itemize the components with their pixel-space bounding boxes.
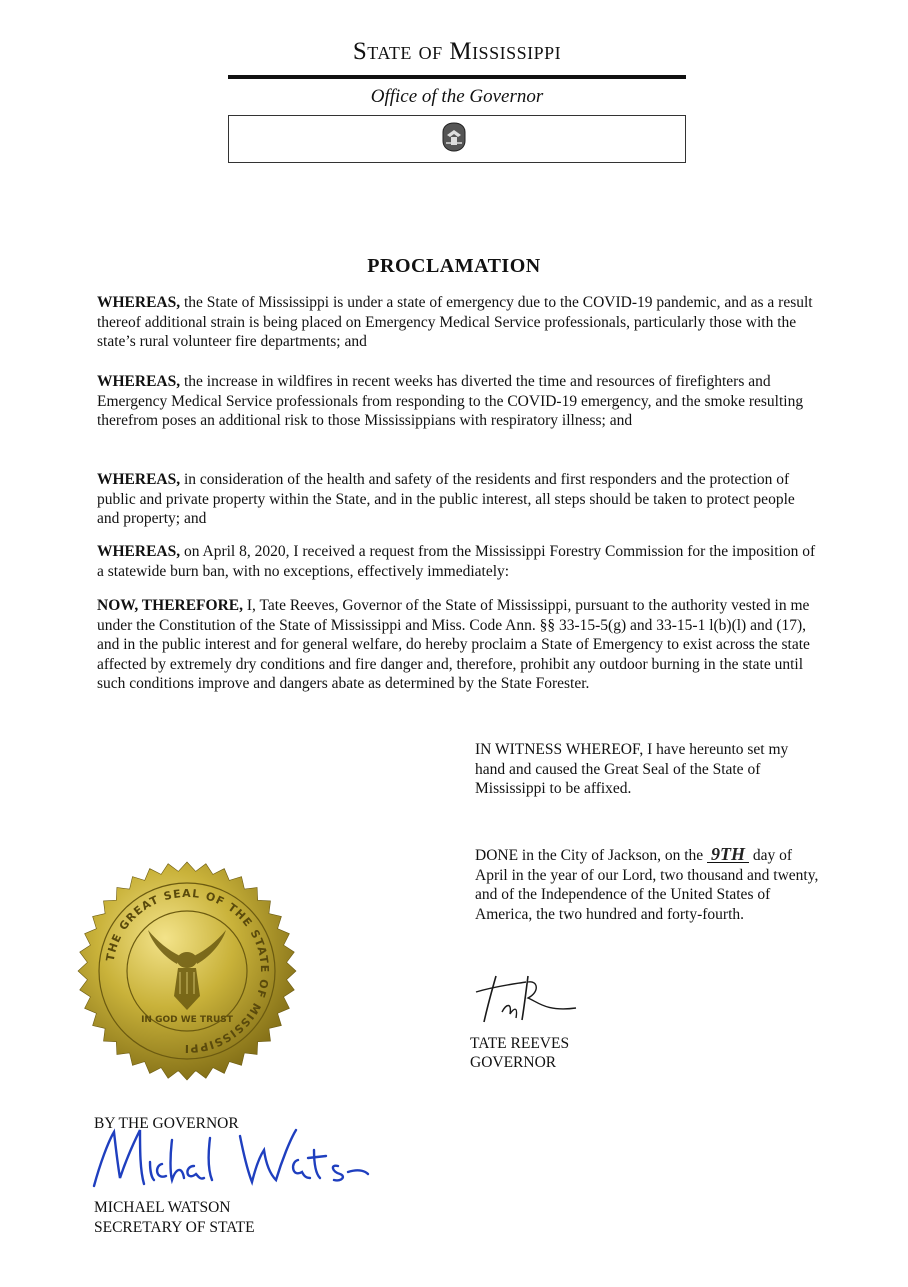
state-title: State of Mississippi xyxy=(352,38,562,65)
great-seal-icon xyxy=(76,860,298,1082)
office-title: Office of the Governor xyxy=(370,86,544,107)
whereas-paragraph-3 xyxy=(97,470,817,529)
paragraph-text: I, Tate Reeves, Governor of the State of Mississippi, pursuant to the authority vested in me under the Constitution of the State of Mississippi and Miss. Code Ann. §§ 33-15-5(g) and 33-15-1 l(b)(l) and (17), and in the public interest and for general welfare, do hereby proclaim a State of Emergency to exist across the state affected by extremely dry conditions and fire danger and, therefore, prohibit any outdoor burning in the state until such conditions improve and dangers abate as determined by the State Forester. xyxy=(97,597,810,692)
now-therefore-paragraph xyxy=(97,596,817,694)
paragraph-text: in consideration of the health and safety of the residents and first responders and the protection of public and private property within the State, and in the public interest, all steps should be taken to protect people and property; and xyxy=(97,471,795,527)
done-prefix: DONE in the City of Jackson, on the xyxy=(475,847,704,864)
handwritten-day: 9TH xyxy=(707,846,749,863)
whereas-paragraph-1 xyxy=(97,293,817,352)
governor-signature-icon xyxy=(466,968,586,1028)
paragraph-text: on April 8, 2020, I received a request from the Mississippi Forestry Commission for the imposition of a statewide burn ban, with no exceptions, effectively immediately: xyxy=(97,543,816,580)
seal-motto: IN GOD WE TRUST xyxy=(141,1015,233,1025)
paragraph-lead: NOW, THEREFORE, xyxy=(97,597,243,614)
governor-name: TATE REEVES xyxy=(470,1035,570,1052)
proclamation-title: PROCLAMATION xyxy=(367,255,541,277)
whereas-paragraph-4 xyxy=(97,542,817,581)
whereas-paragraph-2 xyxy=(97,372,817,431)
paragraph-lead: WHEREAS, xyxy=(97,471,181,488)
witness-statement: IN WITNESS WHEREOF, I have hereunto set my hand and caused the Great Seal of the State of Mississippi to be affixed. xyxy=(475,741,789,797)
paragraph-lead: WHEREAS, xyxy=(97,543,181,560)
by-the-governor: BY THE GOVERNOR xyxy=(94,1115,239,1132)
secretary-signature-icon xyxy=(90,1120,370,1198)
paragraph-lead: WHEREAS, xyxy=(97,294,181,311)
done-statement xyxy=(475,846,820,924)
paragraph-text: the increase in wildfires in recent weeks has diverted the time and resources of firefighters and Emergency Medical Service professionals from responding to the COVID-19 emergency, and the smoke resulting therefrom poses an additional risk to those Mississippians with respiratory illness; and xyxy=(97,373,804,429)
seal-outer-text: THE GREAT SEAL OF THE STATE OF MISSISSIPPI xyxy=(103,886,272,1056)
done-suffix: day of April in the year of our Lord, two thousand and twenty, and of the Independence of the United States of America, the two hundred and forty-fourth. xyxy=(475,847,819,923)
secretary-title: SECRETARY OF STATE xyxy=(94,1219,255,1236)
secretary-name: MICHAEL WATSON xyxy=(94,1199,231,1216)
state-emblem-icon xyxy=(439,121,469,153)
title-rule xyxy=(228,75,686,79)
paragraph-lead: WHEREAS, xyxy=(97,373,181,390)
paragraph-text: the State of Mississippi is under a state of emergency due to the COVID-19 pandemic, and as a result thereof additional strain is being placed on Emergency Medical Service professionals, particularly those with the state’s rural volunteer fire departments; and xyxy=(97,294,813,350)
governor-title: GOVERNOR xyxy=(470,1054,557,1071)
